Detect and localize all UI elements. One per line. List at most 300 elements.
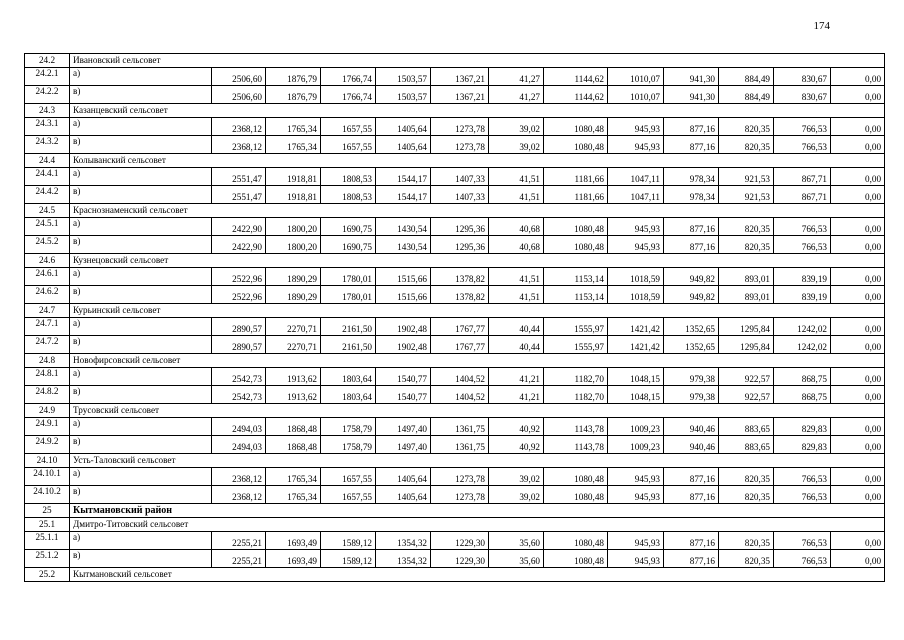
value-cell: 1009,23	[608, 418, 664, 436]
value-cell: 877,16	[664, 468, 719, 486]
value-cell: 0,00	[831, 136, 885, 154]
value-cell: 1808,53	[321, 186, 376, 204]
row-code: 24.6.2	[25, 286, 70, 304]
value-cell: 766,53	[774, 468, 831, 486]
value-cell: 945,93	[608, 236, 664, 254]
value-cell: 1048,15	[608, 368, 664, 386]
section-name: Трусовский сельсовет	[70, 404, 885, 418]
value-cell: 41,51	[489, 286, 544, 304]
value-cell: 1780,01	[321, 268, 376, 286]
value-cell: 1080,48	[544, 136, 608, 154]
row-label: а)	[70, 68, 212, 86]
value-cell: 1242,02	[774, 336, 831, 354]
value-cell: 945,93	[608, 532, 664, 550]
value-cell: 1876,79	[266, 68, 321, 86]
row-code: 24.6	[25, 254, 70, 268]
table-row	[25, 268, 885, 286]
page-number: 174	[813, 20, 830, 32]
value-cell: 1766,74	[321, 86, 376, 104]
value-cell: 1378,82	[431, 286, 489, 304]
value-cell: 1765,34	[266, 468, 321, 486]
row-label: в)	[70, 486, 212, 504]
value-cell: 839,19	[774, 286, 831, 304]
table-row	[25, 550, 885, 568]
value-cell: 1589,12	[321, 532, 376, 550]
value-cell: 1421,42	[608, 336, 664, 354]
value-cell: 2422,90	[212, 218, 266, 236]
value-cell: 1555,97	[544, 318, 608, 336]
section-name: Краснознаменский сельсовет	[70, 204, 885, 218]
value-cell: 2255,21	[212, 532, 266, 550]
table-row	[25, 436, 885, 454]
value-cell: 1273,78	[431, 486, 489, 504]
value-cell: 1407,33	[431, 168, 489, 186]
region-name: Кытмановский район	[70, 504, 885, 518]
value-cell: 2506,60	[212, 86, 266, 104]
table-row	[25, 532, 885, 550]
value-cell: 922,57	[719, 368, 774, 386]
value-cell: 1430,54	[376, 218, 431, 236]
value-cell: 2522,96	[212, 286, 266, 304]
value-cell: 2522,96	[212, 268, 266, 286]
value-cell: 1378,82	[431, 268, 489, 286]
value-cell: 1515,66	[376, 268, 431, 286]
value-cell: 1405,64	[376, 468, 431, 486]
value-cell: 945,93	[608, 550, 664, 568]
table-row	[25, 218, 885, 236]
row-code: 24.7.1	[25, 318, 70, 336]
row-label: а)	[70, 532, 212, 550]
value-cell: 2161,50	[321, 318, 376, 336]
value-cell: 868,75	[774, 386, 831, 404]
value-cell: 1767,77	[431, 336, 489, 354]
value-cell: 829,83	[774, 418, 831, 436]
value-cell: 40,68	[489, 218, 544, 236]
value-cell: 1766,74	[321, 68, 376, 86]
value-cell: 1352,65	[664, 336, 719, 354]
value-cell: 1800,20	[266, 218, 321, 236]
value-cell: 867,71	[774, 168, 831, 186]
value-cell: 921,53	[719, 168, 774, 186]
value-cell: 945,93	[608, 468, 664, 486]
value-cell: 830,67	[774, 86, 831, 104]
value-cell: 0,00	[831, 318, 885, 336]
value-cell: 0,00	[831, 236, 885, 254]
value-cell: 0,00	[831, 86, 885, 104]
row-code: 25	[25, 504, 70, 518]
row-code: 25.1.2	[25, 550, 70, 568]
table-row	[25, 286, 885, 304]
value-cell: 1405,64	[376, 136, 431, 154]
value-cell: 1153,14	[544, 286, 608, 304]
value-cell: 2270,71	[266, 318, 321, 336]
section-name: Дмитро-Титовский сельсовет	[70, 518, 885, 532]
value-cell: 893,01	[719, 286, 774, 304]
value-cell: 1404,52	[431, 368, 489, 386]
value-cell: 1803,64	[321, 386, 376, 404]
value-cell: 39,02	[489, 468, 544, 486]
value-cell: 1080,48	[544, 468, 608, 486]
value-cell: 1361,75	[431, 436, 489, 454]
row-label: а)	[70, 168, 212, 186]
value-cell: 40,68	[489, 236, 544, 254]
value-cell: 1430,54	[376, 236, 431, 254]
value-cell: 1800,20	[266, 236, 321, 254]
table-row	[25, 486, 885, 504]
value-cell: 1803,64	[321, 368, 376, 386]
row-code: 24.2.2	[25, 86, 70, 104]
value-cell: 1767,77	[431, 318, 489, 336]
row-label: в)	[70, 550, 212, 568]
value-cell: 1295,84	[719, 336, 774, 354]
value-cell: 820,35	[719, 550, 774, 568]
value-cell: 1515,66	[376, 286, 431, 304]
row-code: 24.7	[25, 304, 70, 318]
value-cell: 1765,34	[266, 136, 321, 154]
value-cell: 1540,77	[376, 386, 431, 404]
value-cell: 1080,48	[544, 236, 608, 254]
section-name: Колыванский сельсовет	[70, 154, 885, 168]
section-row	[25, 304, 885, 318]
value-cell: 766,53	[774, 550, 831, 568]
value-cell: 1143,78	[544, 436, 608, 454]
value-cell: 2255,21	[212, 550, 266, 568]
value-cell: 877,16	[664, 550, 719, 568]
value-cell: 2368,12	[212, 486, 266, 504]
value-cell: 1918,81	[266, 186, 321, 204]
value-cell: 766,53	[774, 532, 831, 550]
value-cell: 41,21	[489, 368, 544, 386]
value-cell: 2890,57	[212, 318, 266, 336]
value-cell: 0,00	[831, 336, 885, 354]
value-cell: 1657,55	[321, 486, 376, 504]
value-cell: 949,82	[664, 286, 719, 304]
section-row	[25, 254, 885, 268]
value-cell: 1047,11	[608, 168, 664, 186]
value-cell: 1181,66	[544, 186, 608, 204]
value-cell: 1273,78	[431, 468, 489, 486]
table-row	[25, 418, 885, 436]
row-label: в)	[70, 336, 212, 354]
value-cell: 1018,59	[608, 286, 664, 304]
value-cell: 1808,53	[321, 168, 376, 186]
table-row	[25, 336, 885, 354]
value-cell: 2368,12	[212, 468, 266, 486]
row-label: а)	[70, 468, 212, 486]
value-cell: 820,35	[719, 118, 774, 136]
table-row	[25, 236, 885, 254]
row-code: 24.4.1	[25, 168, 70, 186]
value-cell: 877,16	[664, 236, 719, 254]
value-cell: 1295,36	[431, 218, 489, 236]
row-code: 24.2.1	[25, 68, 70, 86]
value-cell: 1890,29	[266, 268, 321, 286]
value-cell: 766,53	[774, 136, 831, 154]
value-cell: 1405,64	[376, 118, 431, 136]
value-cell: 1361,75	[431, 418, 489, 436]
value-cell: 1182,70	[544, 368, 608, 386]
value-cell: 766,53	[774, 118, 831, 136]
value-cell: 1868,48	[266, 418, 321, 436]
value-cell: 41,51	[489, 168, 544, 186]
value-cell: 877,16	[664, 486, 719, 504]
value-cell: 1657,55	[321, 118, 376, 136]
row-code: 25.1.1	[25, 532, 70, 550]
value-cell: 1497,40	[376, 418, 431, 436]
value-cell: 978,34	[664, 168, 719, 186]
value-cell: 1144,62	[544, 68, 608, 86]
value-cell: 1229,30	[431, 532, 489, 550]
value-cell: 883,65	[719, 436, 774, 454]
row-label: а)	[70, 368, 212, 386]
row-label: в)	[70, 186, 212, 204]
value-cell: 0,00	[831, 218, 885, 236]
row-code: 24.3.1	[25, 118, 70, 136]
value-cell: 922,57	[719, 386, 774, 404]
value-cell: 2551,47	[212, 168, 266, 186]
value-cell: 839,19	[774, 268, 831, 286]
value-cell: 1181,66	[544, 168, 608, 186]
table-row	[25, 186, 885, 204]
value-cell: 2890,57	[212, 336, 266, 354]
section-name: Кузнецовский сельсовет	[70, 254, 885, 268]
row-code: 25.2	[25, 568, 70, 582]
row-code: 24.3	[25, 104, 70, 118]
value-cell: 1295,36	[431, 236, 489, 254]
value-cell: 2542,73	[212, 368, 266, 386]
value-cell: 1902,48	[376, 336, 431, 354]
value-cell: 1047,11	[608, 186, 664, 204]
row-code: 24.6.1	[25, 268, 70, 286]
value-cell: 1405,64	[376, 486, 431, 504]
value-cell: 0,00	[831, 436, 885, 454]
value-cell: 0,00	[831, 186, 885, 204]
row-code: 24.9.2	[25, 436, 70, 454]
value-cell: 820,35	[719, 532, 774, 550]
value-cell: 1153,14	[544, 268, 608, 286]
value-cell: 921,53	[719, 186, 774, 204]
table-row	[25, 168, 885, 186]
value-cell: 1589,12	[321, 550, 376, 568]
value-cell: 941,30	[664, 86, 719, 104]
row-label: в)	[70, 236, 212, 254]
row-code: 24.2	[25, 54, 70, 68]
value-cell: 0,00	[831, 268, 885, 286]
value-cell: 1010,07	[608, 68, 664, 86]
value-cell: 40,44	[489, 336, 544, 354]
value-cell: 0,00	[831, 286, 885, 304]
value-cell: 41,27	[489, 86, 544, 104]
value-cell: 2270,71	[266, 336, 321, 354]
value-cell: 1354,32	[376, 532, 431, 550]
value-cell: 1367,21	[431, 86, 489, 104]
table-row	[25, 118, 885, 136]
value-cell: 893,01	[719, 268, 774, 286]
value-cell: 1868,48	[266, 436, 321, 454]
row-label: в)	[70, 136, 212, 154]
value-cell: 1503,57	[376, 68, 431, 86]
value-cell: 1080,48	[544, 118, 608, 136]
section-row	[25, 454, 885, 468]
value-cell: 1018,59	[608, 268, 664, 286]
value-cell: 2494,03	[212, 436, 266, 454]
value-cell: 978,34	[664, 186, 719, 204]
value-cell: 884,49	[719, 86, 774, 104]
value-cell: 940,46	[664, 436, 719, 454]
value-cell: 1690,75	[321, 236, 376, 254]
value-cell: 1295,84	[719, 318, 774, 336]
row-label: в)	[70, 386, 212, 404]
value-cell: 1765,34	[266, 486, 321, 504]
value-cell: 877,16	[664, 218, 719, 236]
value-cell: 35,60	[489, 550, 544, 568]
section-row	[25, 204, 885, 218]
section-name: Курьинский сельсовет	[70, 304, 885, 318]
value-cell: 949,82	[664, 268, 719, 286]
value-cell: 1407,33	[431, 186, 489, 204]
value-cell: 0,00	[831, 486, 885, 504]
row-label: а)	[70, 118, 212, 136]
value-cell: 2422,90	[212, 236, 266, 254]
value-cell: 1497,40	[376, 436, 431, 454]
value-cell: 877,16	[664, 136, 719, 154]
value-cell: 1273,78	[431, 118, 489, 136]
value-cell: 829,83	[774, 436, 831, 454]
value-cell: 1273,78	[431, 136, 489, 154]
row-code: 24.7.2	[25, 336, 70, 354]
value-cell: 1242,02	[774, 318, 831, 336]
value-cell: 1913,62	[266, 368, 321, 386]
row-code: 24.8.1	[25, 368, 70, 386]
value-cell: 35,60	[489, 532, 544, 550]
value-cell: 1780,01	[321, 286, 376, 304]
row-code: 24.4	[25, 154, 70, 168]
table-row	[25, 68, 885, 86]
value-cell: 0,00	[831, 468, 885, 486]
value-cell: 1555,97	[544, 336, 608, 354]
value-cell: 820,35	[719, 468, 774, 486]
section-name: Кытмановский сельсовет	[70, 568, 885, 582]
value-cell: 1182,70	[544, 386, 608, 404]
section-row	[25, 354, 885, 368]
value-cell: 1404,52	[431, 386, 489, 404]
value-cell: 1352,65	[664, 318, 719, 336]
value-cell: 1080,48	[544, 550, 608, 568]
row-code: 24.3.2	[25, 136, 70, 154]
value-cell: 766,53	[774, 218, 831, 236]
value-cell: 40,44	[489, 318, 544, 336]
tariff-table	[24, 53, 885, 582]
row-code: 24.9	[25, 404, 70, 418]
section-row	[25, 154, 885, 168]
section-row	[25, 568, 885, 582]
value-cell: 1503,57	[376, 86, 431, 104]
value-cell: 41,21	[489, 386, 544, 404]
row-label: в)	[70, 286, 212, 304]
value-cell: 0,00	[831, 168, 885, 186]
value-cell: 941,30	[664, 68, 719, 86]
value-cell: 1693,49	[266, 550, 321, 568]
value-cell: 1010,07	[608, 86, 664, 104]
section-name: Усть-Таловский сельсовет	[70, 454, 885, 468]
value-cell: 40,92	[489, 418, 544, 436]
table-row	[25, 86, 885, 104]
value-cell: 1080,48	[544, 532, 608, 550]
value-cell: 0,00	[831, 532, 885, 550]
value-cell: 1354,32	[376, 550, 431, 568]
value-cell: 940,46	[664, 418, 719, 436]
value-cell: 1918,81	[266, 168, 321, 186]
table-row	[25, 368, 885, 386]
value-cell: 0,00	[831, 550, 885, 568]
value-cell: 39,02	[489, 136, 544, 154]
value-cell: 2542,73	[212, 386, 266, 404]
row-code: 25.1	[25, 518, 70, 532]
value-cell: 40,92	[489, 436, 544, 454]
value-cell: 1876,79	[266, 86, 321, 104]
value-cell: 41,27	[489, 68, 544, 86]
value-cell: 1890,29	[266, 286, 321, 304]
row-label: в)	[70, 436, 212, 454]
value-cell: 1421,42	[608, 318, 664, 336]
section-name: Казанцевский сельсовет	[70, 104, 885, 118]
row-code: 24.5.2	[25, 236, 70, 254]
value-cell: 979,38	[664, 386, 719, 404]
row-code: 24.10.1	[25, 468, 70, 486]
section-row	[25, 104, 885, 118]
region-row	[25, 504, 885, 518]
value-cell: 1229,30	[431, 550, 489, 568]
value-cell: 766,53	[774, 236, 831, 254]
value-cell: 868,75	[774, 368, 831, 386]
value-cell: 0,00	[831, 386, 885, 404]
row-code: 24.8	[25, 354, 70, 368]
value-cell: 1048,15	[608, 386, 664, 404]
value-cell: 41,51	[489, 268, 544, 286]
section-name: Новофирсовский сельсовет	[70, 354, 885, 368]
value-cell: 1080,48	[544, 486, 608, 504]
value-cell: 1544,17	[376, 186, 431, 204]
value-cell: 945,93	[608, 136, 664, 154]
section-row	[25, 404, 885, 418]
section-name: Ивановский сельсовет	[70, 54, 885, 68]
value-cell: 1367,21	[431, 68, 489, 86]
row-label: а)	[70, 268, 212, 286]
value-cell: 766,53	[774, 486, 831, 504]
row-code: 24.5.1	[25, 218, 70, 236]
row-code: 24.5	[25, 204, 70, 218]
value-cell: 1009,23	[608, 436, 664, 454]
value-cell: 1913,62	[266, 386, 321, 404]
value-cell: 1657,55	[321, 468, 376, 486]
value-cell: 877,16	[664, 118, 719, 136]
value-cell: 39,02	[489, 486, 544, 504]
value-cell: 867,71	[774, 186, 831, 204]
row-label: а)	[70, 418, 212, 436]
value-cell: 1758,79	[321, 436, 376, 454]
table-row	[25, 468, 885, 486]
value-cell: 1902,48	[376, 318, 431, 336]
table-row	[25, 386, 885, 404]
value-cell: 1080,48	[544, 218, 608, 236]
value-cell: 1765,34	[266, 118, 321, 136]
value-cell: 0,00	[831, 418, 885, 436]
value-cell: 2551,47	[212, 186, 266, 204]
value-cell: 0,00	[831, 68, 885, 86]
row-code: 24.4.2	[25, 186, 70, 204]
value-cell: 979,38	[664, 368, 719, 386]
value-cell: 2368,12	[212, 136, 266, 154]
